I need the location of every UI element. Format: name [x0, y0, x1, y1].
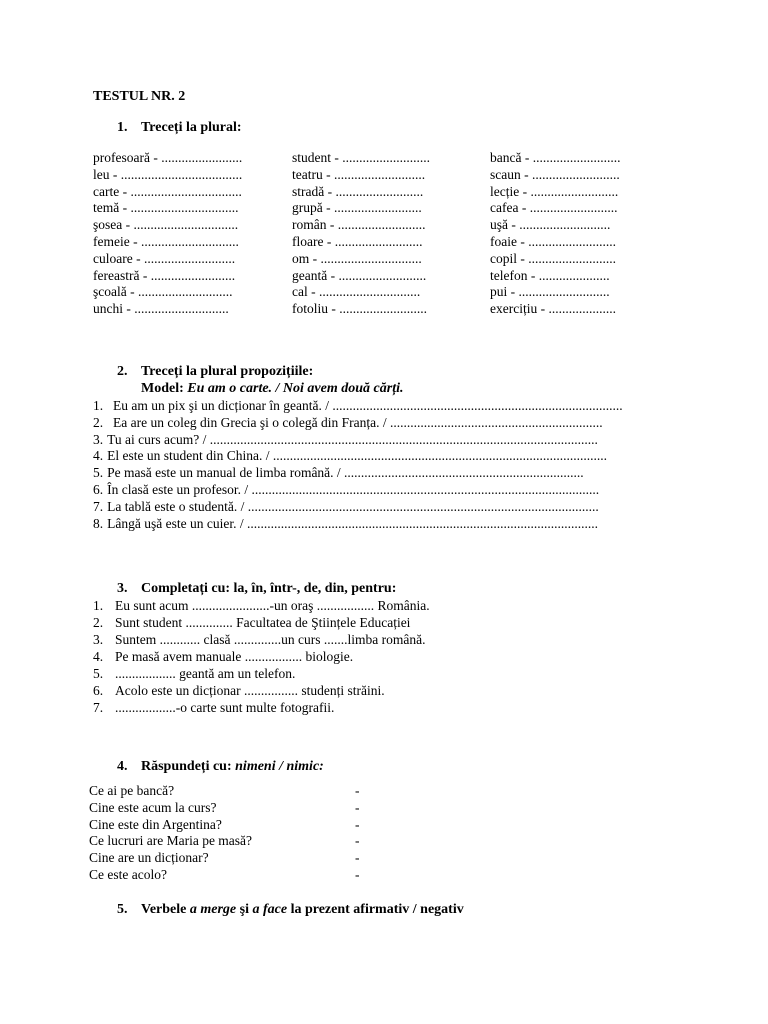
- word-item: pui - ...........................: [490, 284, 610, 300]
- word-item: temă - ................................: [93, 200, 239, 216]
- word-item: profesoară - ........................: [93, 150, 243, 165]
- word-column-2: [292, 150, 430, 318]
- sentence-row: 7. La tablă este o studentă. / ........................................................................................................: [93, 498, 599, 514]
- exercise-2-heading: [117, 364, 313, 381]
- word-item: fereastră - .........................: [93, 267, 236, 283]
- fill-in-row: 3. Suntem ............ clasă ..............un curs .......limba română.: [93, 632, 426, 647]
- question-row: Cine este din Argentina? -: [89, 816, 360, 832]
- word-item: scaun - ..........................: [490, 166, 620, 182]
- fill-in-row: 2. Sunt student .............. Facultatea de Ştiințele Educației: [93, 615, 411, 630]
- exercise-1-heading: [117, 120, 242, 137]
- word-item: fotoliu - ..........................: [292, 301, 427, 317]
- sentence-row: 2. Ea are un coleg din Grecia şi o colegă din Franța. / ...............................................................: [93, 414, 603, 430]
- word-item: teatru - ...........................: [292, 166, 426, 182]
- word-item: şcoală - ............................: [93, 284, 233, 300]
- word-item: stradă - ..........................: [292, 183, 424, 199]
- question-row: Ce este acolo? -: [89, 866, 360, 882]
- exercise-2-number: 2.: [117, 364, 128, 379]
- word-item: român - ..........................: [292, 217, 426, 233]
- exercise-2-sentences: [93, 398, 683, 532]
- exercise-4-title: Răspundeți cu:: [141, 759, 232, 774]
- word-item: student - ..........................: [292, 150, 430, 165]
- word-item: floare - ..........................: [292, 233, 423, 249]
- sentence-row: 4. El este un student din China. / ...................................................................................................: [93, 448, 607, 464]
- word-item: uşă - ...........................: [490, 217, 611, 233]
- fill-in-row: 1. Eu sunt acum .......................-un oraş ................. România.: [93, 598, 430, 613]
- question-row: Cine este acum la curs? -: [89, 799, 360, 815]
- word-item: geantă - ..........................: [292, 267, 427, 283]
- word-item: exercițiu - ....................: [490, 301, 616, 317]
- sentence-row: 1. Eu am un pix şi un dicționar în geantă. / ......................................................................................: [93, 398, 623, 413]
- exercise-4-title-italic: nimeni / nimic:: [235, 759, 324, 774]
- word-item: copil - ..........................: [490, 250, 616, 266]
- exercise-3-heading: [117, 581, 396, 598]
- exercise-2-title: Treceți la plural propozițiile:: [141, 364, 314, 379]
- sentence-row: 6. În clasă este un profesor. / .......................................................................................................: [93, 481, 600, 497]
- exercise-3-number: 3.: [117, 581, 128, 596]
- word-item: om - ..............................: [292, 250, 422, 266]
- question-row: Cine are un dicționar? -: [89, 850, 360, 866]
- question-row: Ce ai pe bancă? -: [89, 783, 360, 798]
- fill-in-row: 4. Pe masă avem manuale ................. biologie.: [93, 649, 354, 664]
- exercise-4-questions: [89, 783, 489, 884]
- word-item: unchi - ............................: [93, 301, 229, 317]
- exercise-4-number: 4.: [117, 759, 128, 774]
- sentence-row: 8. Lângă uşă este un cuier. / ........................................................................................................: [93, 515, 598, 531]
- word-column-1: [93, 150, 242, 318]
- word-item: femeie - .............................: [93, 233, 239, 249]
- exercise-2-model: [141, 381, 403, 398]
- word-column-3: [490, 150, 620, 318]
- exercise-4-heading: [117, 759, 324, 776]
- fill-in-row: 7. ..................-o carte sunt multe fotografii.: [93, 700, 335, 715]
- word-item: cal - ..............................: [292, 284, 421, 300]
- exercise-3-title: Completați cu: la, în, într-, de, din, pentru:: [141, 581, 397, 596]
- word-item: foaie - ..........................: [490, 233, 616, 249]
- word-item: leu - ....................................: [93, 166, 243, 182]
- word-item: grupă - ..........................: [292, 200, 422, 216]
- word-item: telefon - .....................: [490, 267, 610, 283]
- verb-a-merge: a merge: [189, 902, 237, 917]
- model-text: Eu am o carte. / Noi avem două cărți.: [187, 381, 404, 396]
- sentence-row: 5. Pe masă este un manual de limba română. / .......................................................................: [93, 465, 584, 481]
- exercise-3-items: [93, 598, 683, 717]
- exercise-1-title: Treceți la plural:: [141, 120, 242, 135]
- word-item: şosea - ...............................: [93, 217, 239, 233]
- exercise-5-heading: 5. Verbele a merge şi a face la prezent afirmativ / negativ: [117, 902, 464, 917]
- word-item: bancă - ..........................: [490, 150, 621, 165]
- sentence-row: 3. Tu ai curs acum? / ...................................................................................................................: [93, 431, 598, 447]
- test-title: TESTUL NR. 2: [93, 89, 186, 104]
- fill-in-row: 5. .................. geantă am un telefon.: [93, 666, 296, 681]
- verb-a-face: a face: [252, 902, 288, 917]
- exercise-1-number: 1.: [117, 120, 128, 135]
- fill-in-row: 6. Acolo este un dicționar ................ studenți străini.: [93, 683, 385, 698]
- word-item: carte - .................................: [93, 183, 242, 199]
- model-label: Model:: [141, 381, 184, 396]
- question-row: Ce lucruri are Maria pe masă? -: [89, 833, 360, 849]
- word-item: lecție - ..........................: [490, 183, 619, 199]
- exercise-5-number: 5.: [117, 902, 128, 917]
- word-item: culoare - ...........................: [93, 250, 236, 266]
- word-item: cafea - ..........................: [490, 200, 618, 216]
